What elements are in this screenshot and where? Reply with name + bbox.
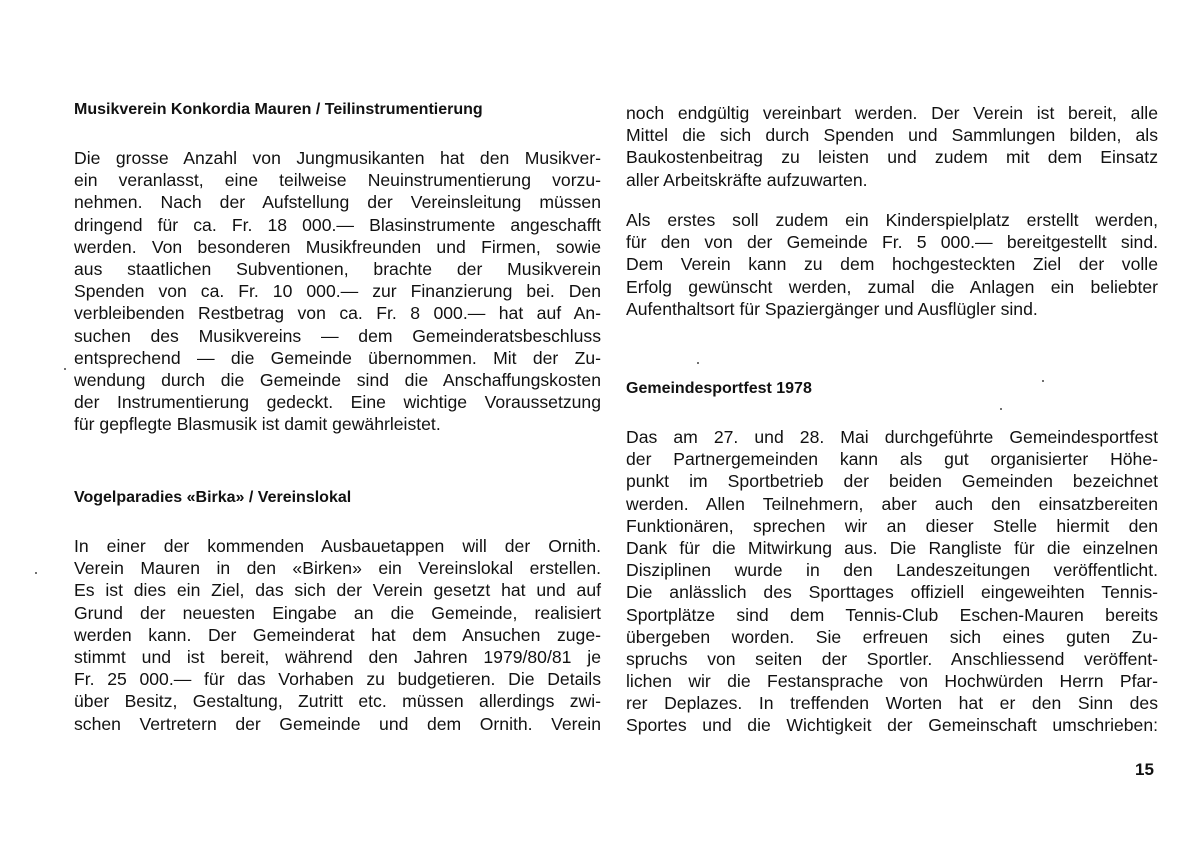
text-line: für gepflegte Blasmusik ist damit gewährleistet. — [74, 414, 441, 435]
text-line: über Besitz, Gestaltung, Zutritt etc. müssen allerdings zwi- — [74, 691, 601, 712]
text-line: übergeben worden. Sie erfreuen sich eines guten Zu- — [626, 626, 1158, 647]
text-line: Fr. 25 000.— für das Vorhaben zu budgetieren. Die Details — [74, 669, 601, 690]
text-line: Verein Mauren in den «Birken» ein Vereinslokal erstellen. — [74, 558, 601, 579]
text-line: Aufenthaltsort für Spaziergänger und Ausflügler sind. — [626, 298, 1038, 319]
text-line: stimmt und ist bereit, während den Jahren 1979/80/81 je — [74, 646, 601, 667]
text-line: dringend für ca. Fr. 18 000.— Blasinstrumente angeschafft — [74, 214, 601, 235]
heading-gemeindesportfest: Gemeindesportfest 1978 — [626, 380, 812, 397]
text-line: Grund der neuesten Eingabe an die Gemeinde, realisiert — [74, 602, 601, 623]
text-line: punkt im Sportbetrieb der beiden Gemeinden bezeichnet — [626, 471, 1158, 492]
text-line: Spenden von ca. Fr. 10 000.— zur Finanzierung bei. Den — [74, 281, 601, 302]
scan-speck — [1042, 380, 1044, 382]
text-line: Sportplätze sind dem Tennis-Club Eschen-Mauren bereits — [626, 604, 1158, 625]
text-line: werden kann. Der Gemeinderat hat dem Ansuchen zuge- — [74, 624, 601, 645]
text-line: Als erstes soll zudem ein Kinderspielplatz erstellt werden, — [626, 210, 1158, 230]
paragraph-vogelparadies — [74, 535, 601, 735]
text-line: Sportes und die Wichtigkeit der Gemeinschaft umschrieben: — [626, 715, 1158, 736]
text-line: rer Deplazes. In treffenden Worten hat er den Sinn des — [626, 693, 1158, 714]
text-line: Funktionären, sprechen wir an dieser Stelle hiermit den — [626, 515, 1158, 536]
text-line: Mittel die sich durch Spenden und Sammlungen bilden, als — [626, 125, 1158, 146]
text-line: entsprechend — die Gemeinde übernommen. Mit der Zu- — [74, 347, 601, 368]
text-line: der Instrumentierung gedeckt. Eine wichtige Voraussetzung — [74, 392, 601, 413]
text-line: der Partnergemeinden kann als gut organisierter Höhe- — [626, 449, 1158, 470]
text-line: Es ist dies ein Ziel, das sich der Verein gesetzt hat und auf — [74, 580, 601, 601]
scan-speck — [35, 572, 37, 574]
text-line: nehmen. Nach der Aufstellung der Vereinsleitung müssen — [74, 192, 601, 213]
text-line: Dank für die Mitwirkung aus. Die Rangliste für die einzelnen — [626, 537, 1158, 558]
text-line: verbleibenden Restbetrag von ca. Fr. 8 000.— hat auf An- — [74, 303, 601, 324]
heading-musikverein: Musikverein Konkordia Mauren / Teilinstrumentierung — [74, 101, 483, 118]
scan-speck — [1000, 408, 1002, 410]
text-line: schen Vertretern der Gemeinde und dem Ornith. Verein — [74, 713, 601, 734]
text-line: Erfolg gewünscht werden, zumal die Anlagen ein beliebter — [626, 276, 1158, 297]
text-line: wendung durch die Gemeinde sind die Anschaffungskosten — [74, 369, 601, 390]
scan-speck — [697, 362, 699, 364]
text-line: Dem Verein kann zu dem hochgesteckten Ziel der volle — [626, 254, 1158, 275]
text-line: Die anlässlich des Sporttages offiziell eingeweihten Tennis- — [626, 582, 1158, 603]
text-line: lichen wir die Festansprache von Hochwürden Herrn Pfar- — [626, 671, 1158, 692]
text-line: werden. Von besonderen Musikfreunden und Firmen, sowie — [74, 236, 601, 257]
text-line: Disziplinen wurde in den Landeszeitungen veröffentlicht. — [626, 560, 1158, 581]
text-line: aus staatlichen Subventionen, brachte der Musikverein — [74, 258, 601, 279]
text-line: Das am 27. und 28. Mai durchgeführte Gemeindesportfest — [626, 427, 1158, 447]
text-line: suchen des Musikvereins — dem Gemeinderatsbeschluss — [74, 325, 601, 346]
paragraph-playground — [626, 209, 1158, 320]
paragraph-continuation — [626, 102, 1158, 191]
paragraph-musikverein — [74, 147, 601, 435]
text-line: werden. Allen Teilnehmern, aber auch den einsatzbereiten — [626, 493, 1158, 514]
text-line: In einer der kommenden Ausbauetappen will der Ornith. — [74, 536, 601, 556]
scan-speck — [64, 368, 66, 370]
text-line: Die grosse Anzahl von Jungmusikanten hat den Musikver- — [74, 148, 601, 168]
paragraph-gemeindesportfest — [626, 426, 1158, 737]
text-line: noch endgültig vereinbart werden. Der Verein ist bereit, alle — [626, 103, 1158, 123]
text-line: aller Arbeitskräfte aufzuwarten. — [626, 169, 868, 190]
heading-vogelparadies: Vogelparadies «Birka» / Vereinslokal — [74, 489, 352, 506]
text-line: für den von der Gemeinde Fr. 5 000.— bereitgestellt sind. — [626, 232, 1158, 253]
text-line: spruchs von seiten der Sportler. Anschliessend veröffent- — [626, 648, 1158, 669]
text-line: Baukostenbeitrag zu leisten und zudem mit dem Einsatz — [626, 147, 1158, 168]
page-number: 15 — [1135, 760, 1154, 779]
text-line: ein veranlasst, eine teilweise Neuinstrumentierung vorzu- — [74, 170, 601, 191]
